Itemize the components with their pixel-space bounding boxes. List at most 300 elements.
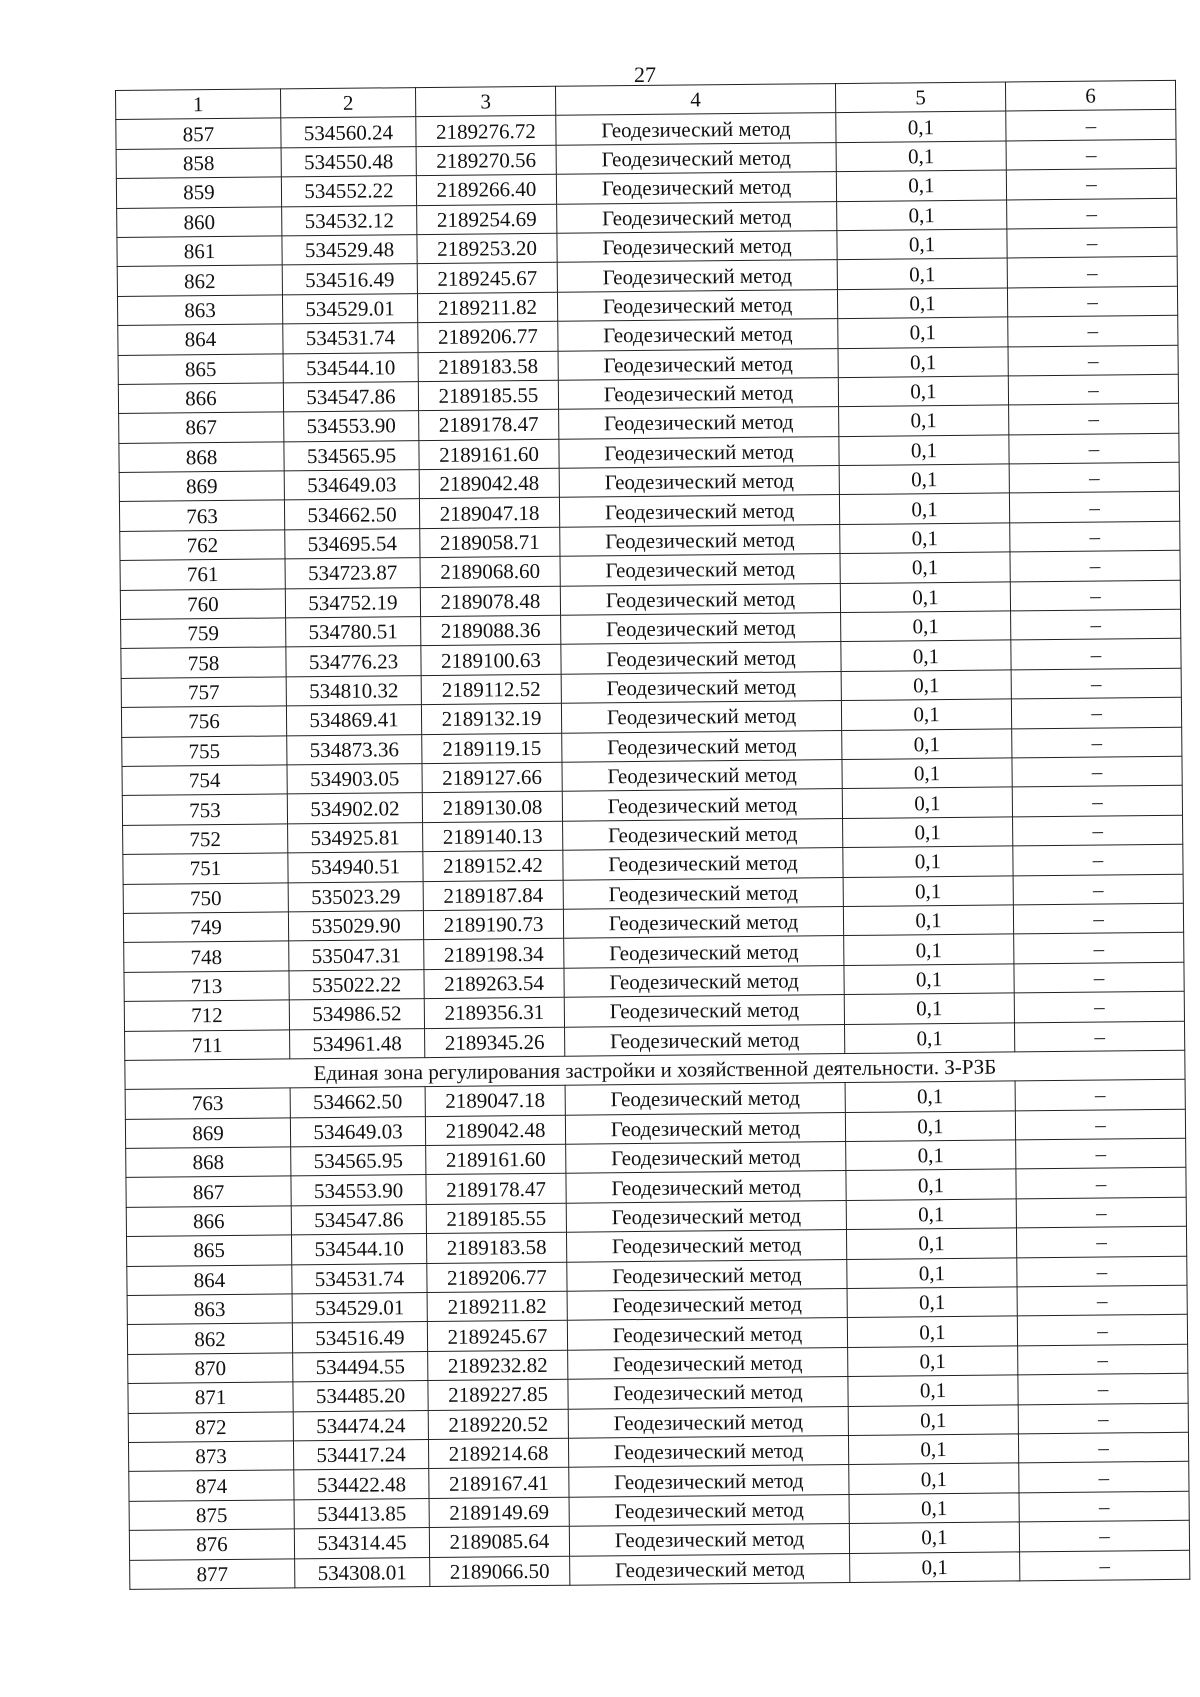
point-number-cell: 763 [119, 500, 284, 531]
point-number-cell: 748 [124, 941, 289, 972]
x-coordinate-cell: 534662.50 [290, 1087, 425, 1118]
note-cell: – [1019, 1520, 1189, 1551]
note-cell: – [1015, 1109, 1185, 1140]
y-coordinate-cell: 2189042.48 [425, 1115, 565, 1146]
y-coordinate-cell: 2189183.58 [426, 1232, 566, 1263]
x-coordinate-cell: 534422.48 [294, 1469, 429, 1500]
accuracy-cell: 0,1 [846, 1140, 1016, 1171]
y-coordinate-cell: 2189211.82 [417, 292, 557, 323]
accuracy-cell: 0,1 [848, 1434, 1018, 1465]
y-coordinate-cell: 2189178.47 [426, 1174, 566, 1205]
x-coordinate-cell: 534902.02 [287, 793, 422, 824]
note-cell: – [1016, 1168, 1186, 1199]
note-cell: – [1017, 1285, 1187, 1316]
x-coordinate-cell: 534550.48 [281, 146, 416, 177]
x-coordinate-cell: 534529.48 [282, 235, 417, 266]
point-number-cell: 860 [117, 206, 282, 237]
y-coordinate-cell: 2189047.18 [419, 498, 559, 529]
note-cell: – [1007, 286, 1177, 317]
x-coordinate-cell: 534531.74 [283, 323, 418, 354]
x-coordinate-cell: 534516.49 [282, 264, 417, 295]
y-coordinate-cell: 2189232.82 [428, 1350, 568, 1381]
table-body-group1 [116, 110, 1185, 1061]
x-coordinate-cell: 534417.24 [293, 1440, 428, 1471]
coordinates-sheet [115, 80, 1189, 1590]
x-coordinate-cell: 534961.48 [290, 1028, 425, 1059]
header-cell-x: 2 [280, 88, 415, 119]
point-number-cell: 759 [121, 618, 286, 649]
accuracy-cell: 0,1 [837, 229, 1007, 260]
accuracy-cell: 0,1 [847, 1258, 1017, 1289]
y-coordinate-cell: 2189161.60 [419, 439, 559, 470]
y-coordinate-cell: 2189187.84 [423, 880, 563, 911]
x-coordinate-cell: 534547.86 [283, 382, 418, 413]
point-number-cell: 870 [128, 1353, 293, 1384]
method-cell: Геодезический метод [567, 1289, 847, 1321]
accuracy-cell: 0,1 [847, 1287, 1017, 1318]
note-cell: – [1014, 962, 1184, 993]
note-cell: – [1012, 727, 1182, 758]
y-coordinate-cell: 2189140.13 [423, 821, 563, 852]
accuracy-cell: 0,1 [844, 993, 1014, 1024]
point-number-cell: 859 [116, 177, 281, 208]
point-number-cell: 763 [125, 1088, 290, 1119]
x-coordinate-cell: 534565.95 [284, 440, 419, 471]
x-coordinate-cell: 534308.01 [295, 1557, 430, 1588]
accuracy-cell: 0,1 [846, 1228, 1016, 1259]
y-coordinate-cell: 2189178.47 [419, 410, 559, 441]
point-number-cell: 857 [116, 118, 281, 149]
note-cell: – [1008, 374, 1178, 405]
y-coordinate-cell: 2189100.63 [421, 645, 561, 676]
method-cell: Геодезический метод [567, 1259, 847, 1291]
note-cell: – [1018, 1373, 1188, 1404]
accuracy-cell: 0,1 [840, 552, 1010, 583]
accuracy-cell: 0,1 [840, 523, 1010, 554]
x-coordinate-cell: 534553.90 [291, 1175, 426, 1206]
header-cell-method: 4 [555, 84, 835, 116]
point-number-cell: 872 [128, 1411, 293, 1442]
y-coordinate-cell: 2189149.69 [429, 1497, 569, 1528]
point-number-cell: 868 [126, 1147, 291, 1178]
y-coordinate-cell: 2189245.67 [417, 263, 557, 294]
note-cell: – [1013, 815, 1183, 846]
point-number-cell: 865 [118, 353, 283, 384]
method-cell: Геодезический метод [562, 760, 842, 792]
y-coordinate-cell: 2189058.71 [420, 527, 560, 558]
x-coordinate-cell: 534532.12 [282, 205, 417, 236]
note-cell: – [1010, 521, 1180, 552]
x-coordinate-cell: 534552.22 [281, 176, 416, 207]
method-cell: Геодезический метод [560, 583, 840, 615]
note-cell: – [1018, 1432, 1188, 1463]
note-cell: – [1007, 198, 1177, 229]
method-cell: Геодезический метод [556, 142, 836, 174]
point-number-cell: 754 [122, 765, 287, 796]
note-cell: – [1009, 462, 1179, 493]
method-cell: Геодезический метод [568, 1406, 848, 1438]
accuracy-cell: 0,1 [836, 111, 1006, 142]
x-coordinate-cell: 534662.50 [284, 499, 419, 530]
accuracy-cell: 0,1 [846, 1169, 1016, 1200]
point-number-cell: 866 [126, 1206, 291, 1237]
note-cell: – [1008, 315, 1178, 346]
note-cell: – [1006, 139, 1176, 170]
point-number-cell: 871 [128, 1382, 293, 1413]
method-cell: Геодезический метод [570, 1553, 850, 1585]
method-cell: Геодезический метод [568, 1435, 848, 1467]
accuracy-cell: 0,1 [839, 493, 1009, 524]
method-cell: Геодезический метод [563, 818, 843, 850]
method-cell: Геодезический метод [557, 289, 837, 321]
method-cell: Геодезический метод [557, 201, 837, 233]
x-coordinate-cell: 535023.29 [288, 881, 423, 912]
method-cell: Геодезический метод [564, 936, 844, 968]
y-coordinate-cell: 2189270.56 [416, 145, 556, 176]
y-coordinate-cell: 2189088.36 [421, 615, 561, 646]
point-number-cell: 756 [121, 706, 286, 737]
method-cell: Геодезический метод [567, 1318, 847, 1350]
accuracy-cell: 0,1 [837, 200, 1007, 231]
x-coordinate-cell: 534940.51 [288, 852, 423, 883]
accuracy-cell: 0,1 [844, 1022, 1014, 1053]
method-cell: Геодезический метод [562, 789, 842, 821]
point-number-cell: 758 [121, 647, 286, 678]
accuracy-cell: 0,1 [844, 964, 1014, 995]
y-coordinate-cell: 2189276.72 [416, 116, 556, 147]
y-coordinate-cell: 2189214.68 [428, 1438, 568, 1469]
accuracy-cell: 0,1 [849, 1493, 1019, 1524]
x-coordinate-cell: 534723.87 [285, 558, 420, 589]
accuracy-cell: 0,1 [843, 905, 1013, 936]
note-cell: – [1007, 227, 1177, 258]
note-cell: – [1010, 551, 1180, 582]
point-number-cell: 867 [119, 412, 284, 443]
point-number-cell: 762 [120, 530, 285, 561]
point-number-cell: 858 [116, 148, 281, 179]
note-cell: – [1010, 580, 1180, 611]
y-coordinate-cell: 2189190.73 [423, 909, 563, 940]
y-coordinate-cell: 2189042.48 [419, 468, 559, 499]
x-coordinate-cell: 534544.10 [292, 1234, 427, 1265]
y-coordinate-cell: 2189185.55 [426, 1203, 566, 1234]
method-cell: Геодезический метод [569, 1465, 849, 1497]
point-number-cell: 751 [123, 853, 288, 884]
y-coordinate-cell: 2189206.77 [427, 1262, 567, 1293]
point-number-cell: 869 [125, 1118, 290, 1149]
point-number-cell: 874 [129, 1470, 294, 1501]
x-coordinate-cell: 534986.52 [289, 999, 424, 1030]
y-coordinate-cell: 2189047.18 [425, 1086, 565, 1117]
point-number-cell: 757 [121, 677, 286, 708]
method-cell: Геодезический метод [568, 1347, 848, 1379]
accuracy-cell: 0,1 [847, 1316, 1017, 1347]
accuracy-cell: 0,1 [841, 699, 1011, 730]
y-coordinate-cell: 2189254.69 [417, 204, 557, 235]
y-coordinate-cell: 2189132.19 [421, 703, 561, 734]
y-coordinate-cell: 2189198.34 [424, 939, 564, 970]
accuracy-cell: 0,1 [844, 934, 1014, 965]
method-cell: Геодезический метод [558, 319, 838, 351]
x-coordinate-cell: 534780.51 [286, 617, 421, 648]
header-cell-y: 3 [415, 86, 555, 117]
note-cell: – [1018, 1403, 1188, 1434]
x-coordinate-cell: 534873.36 [287, 734, 422, 765]
method-cell: Геодезический метод [565, 1112, 845, 1144]
method-cell: Геодезический метод [560, 524, 840, 556]
y-coordinate-cell: 2189112.52 [421, 674, 561, 705]
method-cell: Геодезический метод [563, 877, 843, 909]
point-number-cell: 749 [123, 912, 288, 943]
accuracy-cell: 0,1 [839, 435, 1009, 466]
point-number-cell: 752 [123, 824, 288, 855]
accuracy-cell: 0,1 [841, 611, 1011, 642]
point-number-cell: 873 [128, 1441, 293, 1472]
note-cell: – [1013, 844, 1183, 875]
note-cell: – [1016, 1138, 1186, 1169]
method-cell: Геодезический метод [561, 642, 841, 674]
point-number-cell: 862 [117, 265, 282, 296]
method-cell: Геодезический метод [566, 1230, 846, 1262]
point-number-cell: 862 [127, 1323, 292, 1354]
y-coordinate-cell: 2189119.15 [422, 733, 562, 764]
note-cell: – [1008, 345, 1178, 376]
accuracy-cell: 0,1 [838, 317, 1008, 348]
note-cell: – [1013, 874, 1183, 905]
note-cell: – [1015, 1080, 1185, 1111]
accuracy-cell: 0,1 [850, 1551, 1020, 1582]
x-coordinate-cell: 534413.85 [294, 1498, 429, 1529]
y-coordinate-cell: 2189220.52 [428, 1409, 568, 1440]
method-cell: Геодезический метод [559, 466, 839, 498]
x-coordinate-cell: 535022.22 [289, 969, 424, 1000]
y-coordinate-cell: 2189085.64 [429, 1526, 569, 1557]
accuracy-cell: 0,1 [841, 670, 1011, 701]
accuracy-cell: 0,1 [838, 346, 1008, 377]
point-number-cell: 865 [127, 1235, 292, 1266]
point-number-cell: 877 [130, 1558, 295, 1589]
x-coordinate-cell: 534810.32 [286, 675, 421, 706]
x-coordinate-cell: 535047.31 [289, 940, 424, 971]
method-cell: Геодезический метод [560, 554, 840, 586]
note-cell: – [1014, 933, 1184, 964]
method-cell: Геодезический метод [556, 113, 836, 145]
accuracy-cell: 0,1 [836, 141, 1006, 172]
x-coordinate-cell: 534516.49 [292, 1322, 427, 1353]
method-cell: Геодезический метод [566, 1171, 846, 1203]
y-coordinate-cell: 2189066.50 [430, 1556, 570, 1587]
x-coordinate-cell: 534869.41 [286, 705, 421, 736]
section-title: Единая зона регулирования застройки и хозяйственной деятельности. З-РЗБ [125, 1050, 1185, 1090]
point-number-cell: 711 [125, 1029, 290, 1060]
point-number-cell: 761 [120, 559, 285, 590]
note-cell: – [1011, 668, 1181, 699]
header-cell-point: 1 [116, 89, 281, 120]
y-coordinate-cell: 2189127.66 [422, 762, 562, 793]
point-number-cell: 875 [129, 1500, 294, 1531]
note-cell: – [1013, 903, 1183, 934]
point-number-cell: 863 [127, 1294, 292, 1325]
method-cell: Геодезический метод [569, 1494, 849, 1526]
note-cell: – [1014, 991, 1184, 1022]
x-coordinate-cell: 534544.10 [283, 352, 418, 383]
accuracy-cell: 0,1 [843, 817, 1013, 848]
y-coordinate-cell: 2189206.77 [418, 321, 558, 352]
accuracy-cell: 0,1 [838, 376, 1008, 407]
accuracy-cell: 0,1 [848, 1346, 1018, 1377]
x-coordinate-cell: 534560.24 [281, 117, 416, 148]
note-cell: – [1014, 1021, 1184, 1052]
note-cell: – [1018, 1344, 1188, 1375]
y-coordinate-cell: 2189078.48 [420, 586, 560, 617]
y-coordinate-cell: 2189211.82 [427, 1291, 567, 1322]
point-number-cell: 861 [117, 236, 282, 267]
accuracy-cell: 0,1 [839, 464, 1009, 495]
method-cell: Геодезический метод [565, 1024, 845, 1056]
note-cell: – [1012, 786, 1182, 817]
note-cell: – [1017, 1256, 1187, 1287]
x-coordinate-cell: 534531.74 [292, 1263, 427, 1294]
x-coordinate-cell: 534925.81 [288, 822, 423, 853]
method-cell: Геодезический метод [557, 260, 837, 292]
method-cell: Геодезический метод [561, 701, 841, 733]
point-number-cell: 864 [127, 1264, 292, 1295]
y-coordinate-cell: 2189253.20 [417, 233, 557, 264]
method-cell: Геодезический метод [568, 1377, 848, 1409]
y-coordinate-cell: 2189161.60 [426, 1144, 566, 1175]
point-number-cell: 869 [119, 471, 284, 502]
method-cell: Геодезический метод [562, 730, 842, 762]
method-cell: Геодезический метод [557, 231, 837, 263]
note-cell: – [1019, 1462, 1189, 1493]
accuracy-cell: 0,1 [842, 758, 1012, 789]
note-cell: – [1006, 110, 1176, 141]
note-cell: – [1011, 609, 1181, 640]
x-coordinate-cell: 534485.20 [293, 1381, 428, 1412]
point-number-cell: 876 [129, 1529, 294, 1560]
x-coordinate-cell: 534529.01 [292, 1293, 427, 1324]
method-cell: Геодезический метод [564, 995, 844, 1027]
accuracy-cell: 0,1 [839, 405, 1009, 436]
accuracy-cell: 0,1 [842, 787, 1012, 818]
accuracy-cell: 0,1 [845, 1081, 1015, 1112]
method-cell: Геодезический метод [559, 495, 839, 527]
x-coordinate-cell: 534529.01 [282, 293, 417, 324]
x-coordinate-cell: 534553.90 [284, 411, 419, 442]
y-coordinate-cell: 2189130.08 [422, 792, 562, 823]
accuracy-cell: 0,1 [841, 640, 1011, 671]
x-coordinate-cell: 534903.05 [287, 764, 422, 795]
table-body-group2 [125, 1080, 1190, 1590]
note-cell: – [1017, 1315, 1187, 1346]
y-coordinate-cell: 2189183.58 [418, 351, 558, 382]
note-cell: – [1019, 1491, 1189, 1522]
y-coordinate-cell: 2189152.42 [423, 850, 563, 881]
point-number-cell: 864 [118, 324, 283, 355]
accuracy-cell: 0,1 [843, 846, 1013, 877]
point-number-cell: 750 [123, 882, 288, 913]
note-cell: – [1012, 756, 1182, 787]
point-number-cell: 713 [124, 971, 289, 1002]
note-cell: – [1009, 433, 1179, 464]
x-coordinate-cell: 534695.54 [285, 528, 420, 559]
y-coordinate-cell: 2189068.60 [420, 556, 560, 587]
point-number-cell: 867 [126, 1176, 291, 1207]
x-coordinate-cell: 534565.95 [291, 1146, 426, 1177]
x-coordinate-cell: 534752.19 [285, 587, 420, 618]
note-cell: – [1009, 404, 1179, 435]
coordinates-table [115, 80, 1190, 1590]
x-coordinate-cell: 534649.03 [290, 1116, 425, 1147]
y-coordinate-cell: 2189263.54 [424, 968, 564, 999]
point-number-cell: 863 [117, 295, 282, 326]
x-coordinate-cell: 535029.90 [288, 911, 423, 942]
y-coordinate-cell: 2189266.40 [416, 174, 556, 205]
y-coordinate-cell: 2189167.41 [429, 1468, 569, 1499]
method-cell: Геодезический метод [563, 906, 843, 938]
header-cell-note: 6 [1005, 80, 1175, 111]
note-cell: – [1007, 257, 1177, 288]
method-cell: Геодезический метод [563, 848, 843, 880]
x-coordinate-cell: 534649.03 [284, 470, 419, 501]
note-cell: – [1011, 697, 1181, 728]
point-number-cell: 712 [124, 1000, 289, 1031]
x-coordinate-cell: 534776.23 [286, 646, 421, 677]
point-number-cell: 866 [118, 383, 283, 414]
method-cell: Геодезический метод [561, 671, 841, 703]
method-cell: Геодезический метод [561, 613, 841, 645]
y-coordinate-cell: 2189356.31 [424, 997, 564, 1028]
note-cell: – [1006, 168, 1176, 199]
note-cell: – [1020, 1550, 1190, 1581]
x-coordinate-cell: 534494.55 [293, 1351, 428, 1382]
y-coordinate-cell: 2189245.67 [427, 1321, 567, 1352]
accuracy-cell: 0,1 [845, 1111, 1015, 1142]
accuracy-cell: 0,1 [842, 729, 1012, 760]
accuracy-cell: 0,1 [848, 1375, 1018, 1406]
accuracy-cell: 0,1 [846, 1199, 1016, 1230]
page-number: 27 [634, 62, 656, 87]
y-coordinate-cell: 2189345.26 [425, 1027, 565, 1058]
x-coordinate-cell: 534547.86 [291, 1204, 426, 1235]
accuracy-cell: 0,1 [840, 582, 1010, 613]
method-cell: Геодезический метод [558, 377, 838, 409]
note-cell: – [1009, 492, 1179, 523]
point-number-cell: 868 [119, 442, 284, 473]
accuracy-cell: 0,1 [849, 1522, 1019, 1553]
method-cell: Геодезический метод [559, 436, 839, 468]
accuracy-cell: 0,1 [848, 1404, 1018, 1435]
method-cell: Геодезический метод [556, 172, 836, 204]
y-coordinate-cell: 2189227.85 [428, 1379, 568, 1410]
method-cell: Геодезический метод [565, 1083, 845, 1115]
accuracy-cell: 0,1 [849, 1463, 1019, 1494]
method-cell: Геодезический метод [559, 407, 839, 439]
point-number-cell: 755 [122, 735, 287, 766]
method-cell: Геодезический метод [569, 1524, 849, 1556]
accuracy-cell: 0,1 [837, 258, 1007, 289]
method-cell: Геодезический метод [558, 348, 838, 380]
method-cell: Геодезический метод [566, 1200, 846, 1232]
accuracy-cell: 0,1 [836, 170, 1006, 201]
point-number-cell: 760 [120, 589, 285, 620]
accuracy-cell: 0,1 [843, 875, 1013, 906]
point-number-cell: 753 [122, 794, 287, 825]
method-cell: Геодезический метод [564, 965, 844, 997]
y-coordinate-cell: 2189185.55 [418, 380, 558, 411]
x-coordinate-cell: 534314.45 [294, 1528, 429, 1559]
method-cell: Геодезический метод [566, 1142, 846, 1174]
